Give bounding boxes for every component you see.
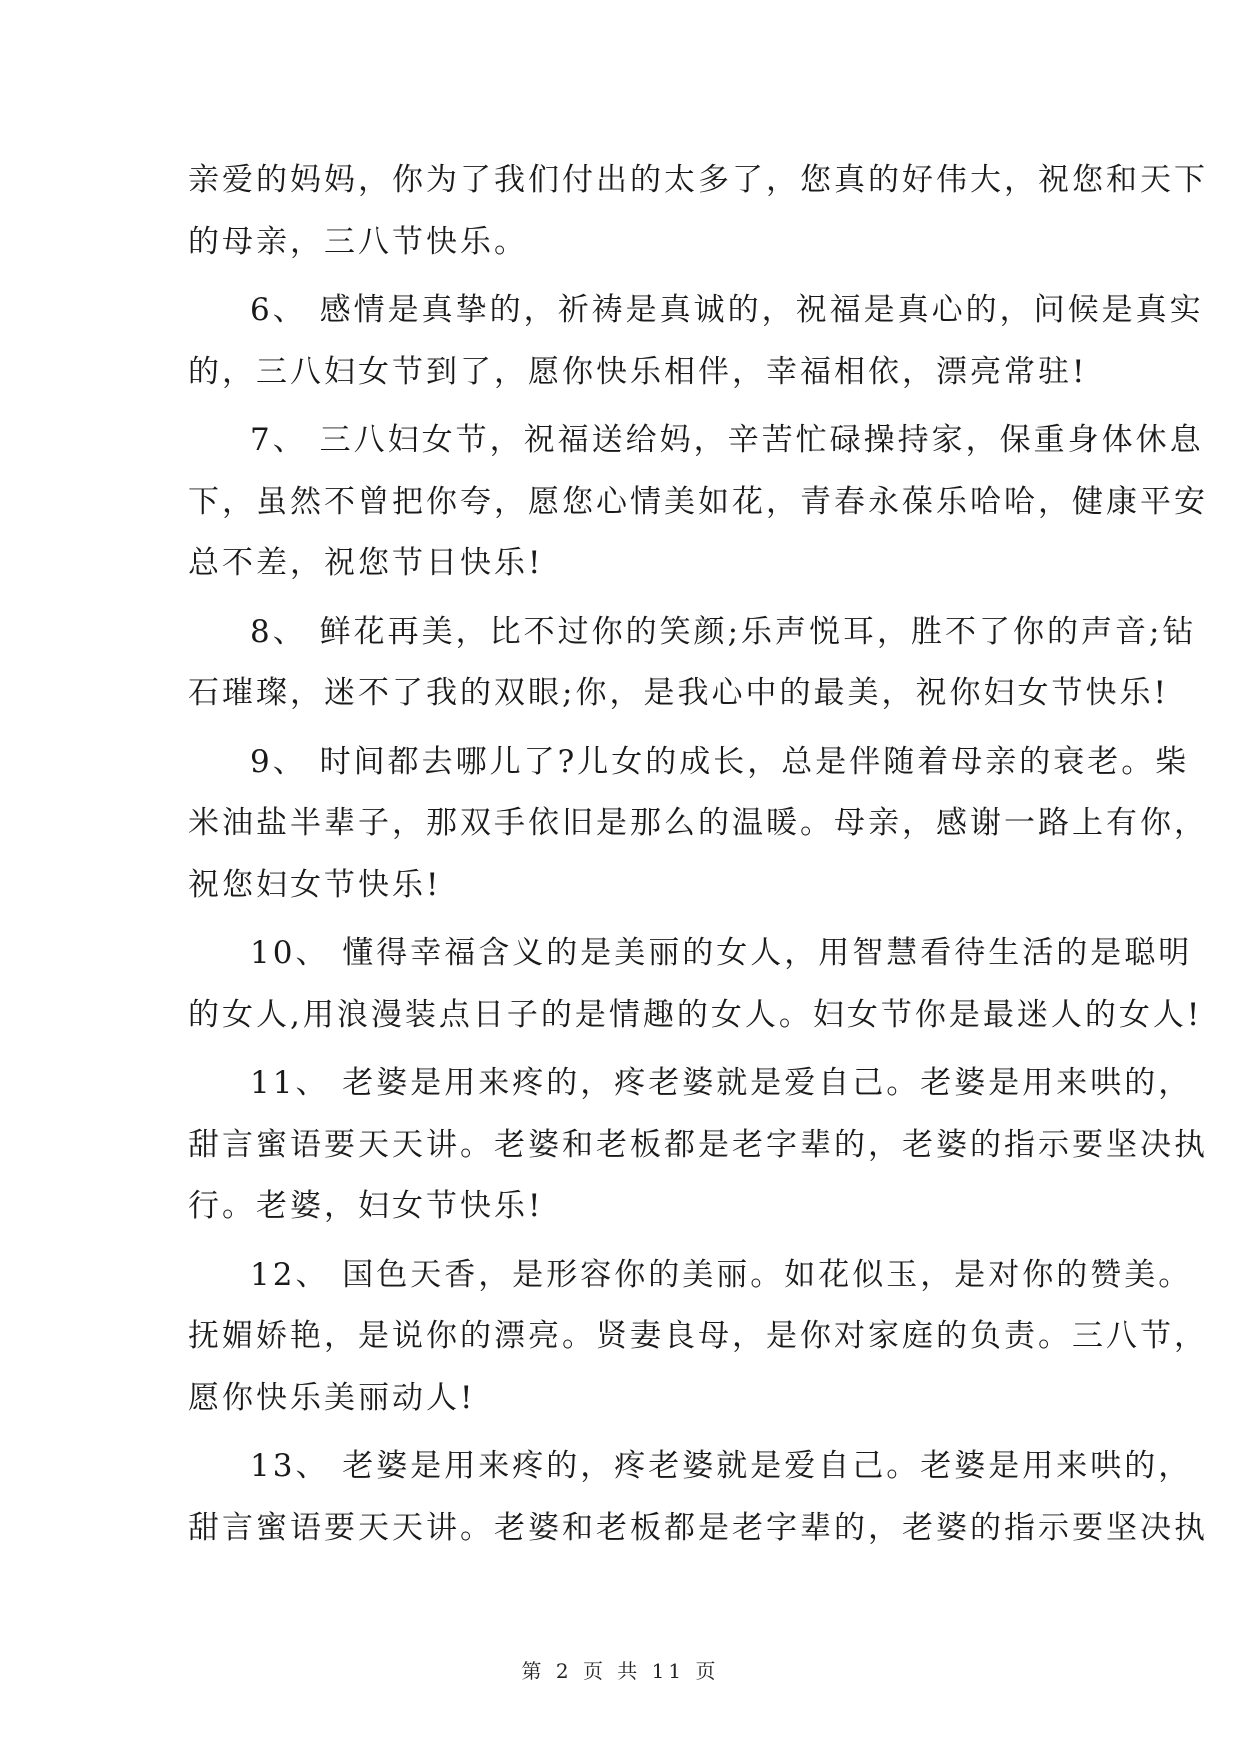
paragraph — [188, 1436, 1208, 1559]
paragraph — [188, 923, 1203, 1046]
document-body — [188, 150, 1208, 1559]
paragraph — [188, 410, 1208, 595]
text-line: 的母亲，三八节快乐。 — [188, 223, 528, 260]
paragraph — [188, 280, 1204, 403]
text-line: 行。老婆，妇女节快乐! — [188, 1188, 544, 1224]
text-line: 12、 国色天香，是形容你的美丽。如花似玉，是对你的赞美。 — [250, 1256, 1193, 1293]
text-line: 甜言蜜语要天天讲。老婆和老板都是老字辈的，老婆的指示要坚决执 — [188, 1509, 1208, 1546]
text-line: 的，三八妇女节到了，愿你快乐相伴，幸福相依，漂亮常驻! — [188, 353, 1088, 390]
paragraph — [188, 150, 1208, 273]
text-line: 6、 感情是真挚的，祈祷是真诚的，祝福是真心的，问候是真实 — [250, 292, 1204, 328]
text-line: 的女人,用浪漫装点日子的是情趣的女人。妇女节你是最迷人的女人! — [188, 996, 1203, 1033]
text-line: 7、 三八妇女节，祝福送给妈，辛苦忙碌操持家，保重身体休息 — [250, 422, 1204, 458]
paragraph — [188, 602, 1197, 725]
paragraph — [188, 732, 1208, 917]
text-line: 10、 懂得幸福含义的是美丽的女人，用智慧看待生活的是聪明 — [250, 935, 1193, 971]
text-line: 祝您妇女节快乐! — [188, 866, 442, 903]
text-line: 抚媚娇艳，是说你的漂亮。贤妻良母，是你对家庭的负责。三八节， — [188, 1318, 1208, 1354]
text-line: 11、 老婆是用来疼的，疼老婆就是爱自己。老婆是用来哄的， — [250, 1065, 1193, 1101]
paragraph — [188, 1245, 1208, 1430]
text-line: 石璀璨，迷不了我的双眼;你，是我心中的最美，祝你妇女节快乐! — [188, 675, 1169, 711]
page-footer: 第 2 页 共 11 页 — [521, 1659, 720, 1683]
text-line: 亲爱的妈妈，你为了我们付出的太多了，您真的好伟大，祝您和天下 — [188, 162, 1208, 198]
paragraph — [188, 1053, 1208, 1238]
text-line: 愿你快乐美丽动人! — [188, 1379, 476, 1416]
text-line: 米油盐半辈子，那双手依旧是那么的温暖。母亲，感谢一路上有你， — [188, 805, 1208, 841]
text-line: 甜言蜜语要天天讲。老婆和老板都是老字辈的，老婆的指示要坚决执 — [188, 1126, 1208, 1163]
text-line: 8、 鲜花再美，比不过你的笑颜;乐声悦耳，胜不了你的声音;钻 — [250, 613, 1197, 650]
text-line: 总不差，祝您节日快乐! — [188, 545, 544, 581]
text-line: 下，虽然不曾把你夸，愿您心情美如花，青春永葆乐哈哈，健康平安 — [188, 483, 1208, 520]
text-line: 13、 老婆是用来疼的，疼老婆就是爱自己。老婆是用来哄的， — [250, 1448, 1193, 1484]
text-line: 9、 时间都去哪儿了?儿女的成长，总是伴随着母亲的衰老。柴 — [250, 743, 1190, 780]
